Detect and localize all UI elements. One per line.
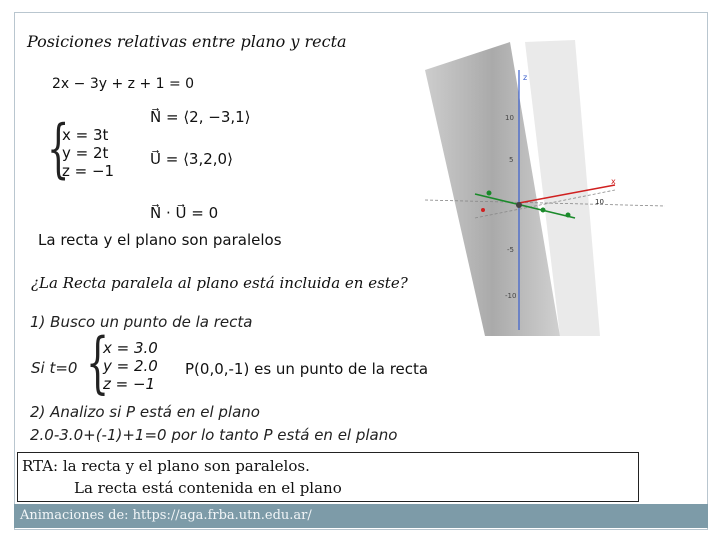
dot-product: N⃗ · U⃗ = 0: [150, 204, 219, 222]
point-red: [481, 208, 485, 212]
step1-prefix: Si t=0: [31, 359, 78, 377]
origin-point: [516, 202, 522, 208]
x-tick-10: 10: [595, 198, 604, 206]
step1-eq-y: y = 2.0: [103, 357, 158, 375]
line-eq-z: z = −1: [62, 162, 115, 180]
footer-credit: Animaciones de: https://aga.frba.utn.edu.ar/: [14, 504, 708, 528]
slide-title: Posiciones relativas entre plano y recta: [27, 32, 347, 51]
step1-brace: {: [86, 324, 110, 401]
point-a: [487, 191, 492, 196]
x-axis-label: x: [611, 177, 616, 186]
step1-label: 1) Busco un punto de la recta: [30, 313, 253, 331]
answer-line2: La recta está contenida en el plano: [74, 479, 342, 497]
tick-neg10: -10: [505, 292, 517, 300]
tick-5: 5: [509, 156, 514, 164]
step1-eq-x: x = 3.0: [103, 339, 158, 357]
step1-eq-z: z = −1: [103, 375, 156, 393]
normal-vector: N⃗ = ⟨2, −3,1⟩: [150, 108, 251, 126]
system-brace: {: [47, 112, 70, 186]
graph-3d-view: [415, 40, 675, 340]
answer-box: [17, 452, 639, 502]
tick-10: 10: [505, 114, 514, 122]
z-axis-label: z: [523, 73, 528, 82]
line-eq-y: y = 2t: [62, 144, 109, 162]
step2-label: 2) Analizo si P está en el plano: [30, 403, 260, 421]
point-b: [541, 208, 546, 213]
point-c: [566, 213, 571, 218]
direction-vector: U⃗ = ⟨3,2,0⟩: [150, 150, 233, 168]
line-eq-x: x = 3t: [62, 126, 109, 144]
tick-neg5: -5: [507, 246, 514, 254]
question: ¿La Recta paralela al plano está incluida en este?: [31, 274, 408, 292]
step2-calc: 2.0-3.0+(-1)+1=0 por lo tanto P está en el plano: [30, 426, 398, 444]
step1-system: [103, 339, 158, 393]
plane-equation: 2x − 3y + z + 1 = 0: [52, 76, 195, 92]
line-system: [62, 126, 114, 180]
answer-line1: RTA: la recta y el plano son paralelos.: [22, 457, 310, 475]
parallel-statement: La recta y el plano son paralelos: [38, 231, 282, 249]
point-statement: P(0,0,-1) es un punto de la recta: [185, 360, 429, 378]
